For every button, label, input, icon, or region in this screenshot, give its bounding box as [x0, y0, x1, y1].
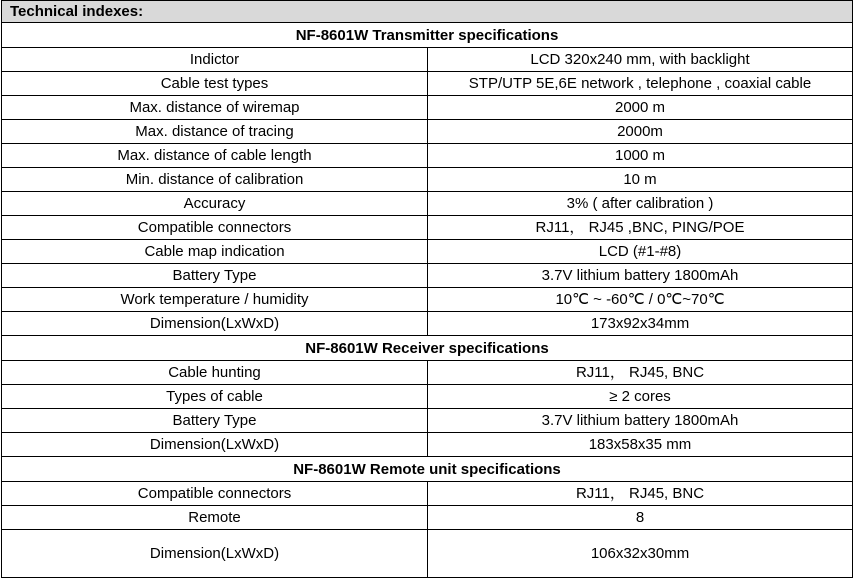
spec-value: RJ11， RJ45 ,BNC, PING/POE: [428, 216, 853, 240]
spec-label: Battery Type: [2, 264, 428, 288]
spec-value: 3% ( after calibration ): [428, 192, 853, 216]
spec-label: Max. distance of cable length: [2, 144, 428, 168]
table-row: [2, 72, 853, 96]
table-row: [2, 48, 853, 72]
spec-value: 3.7V lithium battery 1800mAh: [428, 264, 853, 288]
table-row: [2, 288, 853, 312]
spec-value: 3.7V lithium battery 1800mAh: [428, 409, 853, 433]
spec-value: LCD 320x240 mm, with backlight: [428, 48, 853, 72]
spec-value: 2000m: [428, 120, 853, 144]
spec-value: 2000 m: [428, 96, 853, 120]
table-row: [2, 312, 853, 336]
table-row: [2, 264, 853, 288]
table-row: [2, 216, 853, 240]
table-row: [2, 530, 853, 578]
spec-label: Dimension(LxWxD): [2, 312, 428, 336]
page-title: Technical indexes:: [2, 1, 853, 23]
spec-label: Cable hunting: [2, 361, 428, 385]
spec-label: Work temperature / humidity: [2, 288, 428, 312]
remote-section-heading: NF-8601W Remote unit specifications: [2, 457, 853, 482]
spec-value: LCD (#1-#8): [428, 240, 853, 264]
spec-label: Dimension(LxWxD): [2, 530, 428, 578]
spec-label: Types of cable: [2, 385, 428, 409]
spec-value: 8: [428, 506, 853, 530]
table-row: [2, 385, 853, 409]
section-heading-row: [2, 457, 853, 482]
table-row: [2, 120, 853, 144]
spec-label: Compatible connectors: [2, 216, 428, 240]
spec-value: 106x32x30mm: [428, 530, 853, 578]
spec-label: Compatible connectors: [2, 482, 428, 506]
section-heading-row: [2, 23, 853, 48]
table-row: [2, 96, 853, 120]
table-row: [2, 506, 853, 530]
spec-label: Min. distance of calibration: [2, 168, 428, 192]
receiver-section-heading: NF-8601W Receiver specifications: [2, 336, 853, 361]
table-row: [2, 168, 853, 192]
table-row: [2, 240, 853, 264]
spec-value: 173x92x34mm: [428, 312, 853, 336]
spec-label: Max. distance of wiremap: [2, 96, 428, 120]
spec-value: 1000 m: [428, 144, 853, 168]
table-row: [2, 361, 853, 385]
spec-label: Indictor: [2, 48, 428, 72]
spec-value: ≥ 2 cores: [428, 385, 853, 409]
spec-value: 183x58x35 mm: [428, 433, 853, 457]
spec-table: [1, 0, 853, 578]
spec-label: Battery Type: [2, 409, 428, 433]
title-row: [2, 1, 853, 23]
spec-label: Max. distance of tracing: [2, 120, 428, 144]
section-heading-row: [2, 336, 853, 361]
spec-value: 10 m: [428, 168, 853, 192]
table-row: [2, 144, 853, 168]
table-row: [2, 409, 853, 433]
table-row: [2, 482, 853, 506]
spec-value: RJ11， RJ45, BNC: [428, 361, 853, 385]
table-row: [2, 433, 853, 457]
spec-label: Remote: [2, 506, 428, 530]
spec-label: Accuracy: [2, 192, 428, 216]
table-row: [2, 192, 853, 216]
spec-value: 10℃ ~ -60℃ / 0℃~70℃: [428, 288, 853, 312]
spec-value: STP/UTP 5E,6E network , telephone , coaxial cable: [428, 72, 853, 96]
spec-value: RJ11， RJ45, BNC: [428, 482, 853, 506]
transmitter-section-heading: NF-8601W Transmitter specifications: [2, 23, 853, 48]
spec-label: Dimension(LxWxD): [2, 433, 428, 457]
spec-label: Cable test types: [2, 72, 428, 96]
spec-label: Cable map indication: [2, 240, 428, 264]
